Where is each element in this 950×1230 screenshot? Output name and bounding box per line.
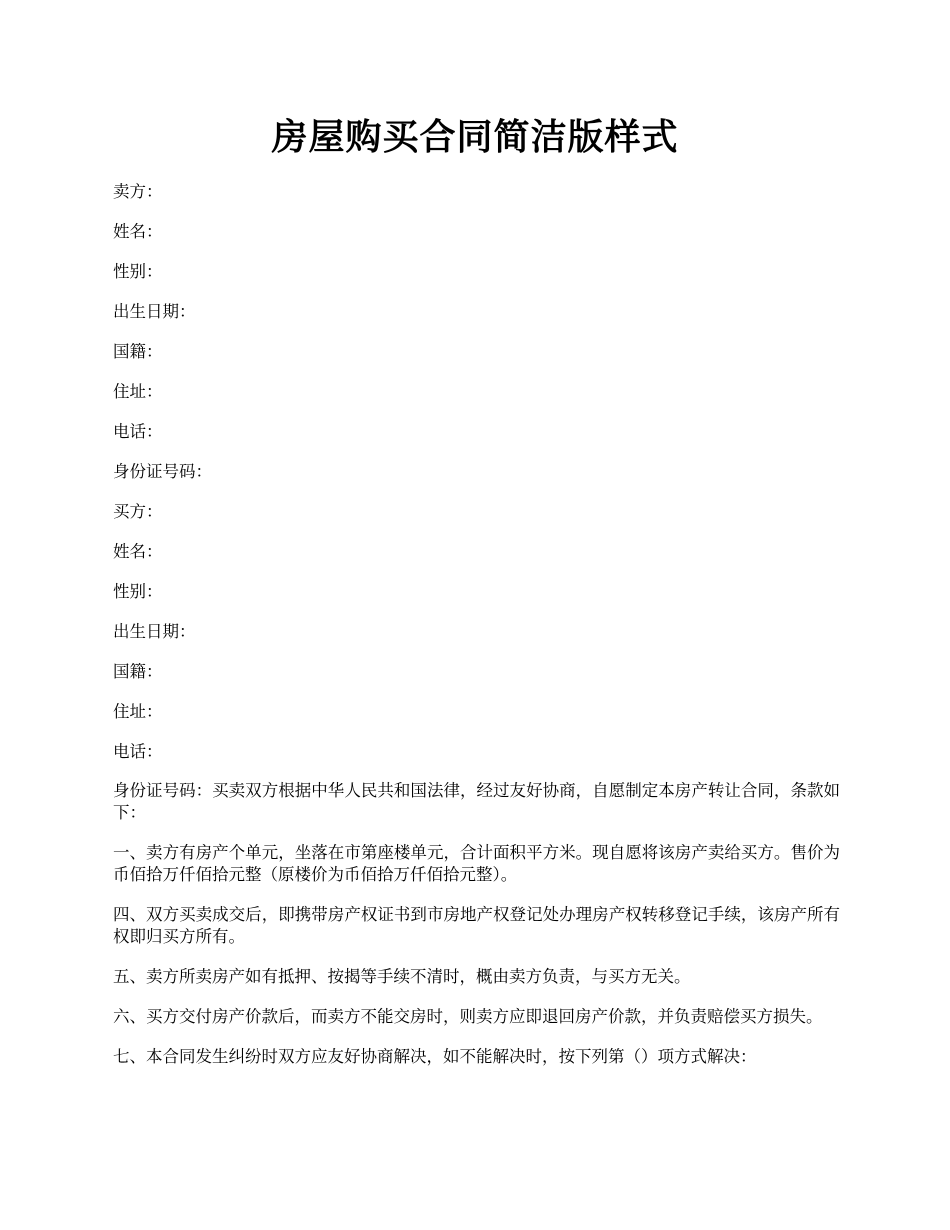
buyer-birthdate-field: 出生日期： (113, 622, 196, 641)
seller-phone-field: 电话： (113, 422, 163, 441)
document-body (113, 180, 840, 1086)
buyer-gender-field: 性别： (113, 582, 163, 601)
document-title: 房屋购买合同简洁版样式 (271, 116, 679, 158)
clause-1-paragraph: 一、卖方有房产个单元，坐落在市第座楼单元，合计面积平方米。现自愿将该房产卖给买方。售价为币佰拾万仟佰拾元整（原楼价为币佰拾万仟佰拾元整）。 (113, 843, 840, 884)
buyer-name-field: 姓名： (113, 542, 163, 561)
seller-heading: 卖方： (113, 182, 163, 201)
preamble-paragraph: 身份证号码：买卖双方根据中华人民共和国法律，经过友好协商，自愿制定本房产转让合同，条款如下： (113, 781, 840, 822)
seller-name-field: 姓名： (113, 222, 163, 241)
seller-birthdate-field: 出生日期： (113, 302, 196, 321)
seller-gender-field: 性别： (113, 262, 163, 281)
clause-4-paragraph: 四、双方买卖成交后，即携带房产权证书到市房地产权登记处办理房产权转移登记手续，该房产所有权即归买方所有。 (113, 905, 840, 946)
buyer-heading: 买方： (113, 502, 163, 521)
seller-address-field: 住址： (113, 382, 163, 401)
clause-6-paragraph: 六、买方交付房产价款后，而卖方不能交房时，则卖方应即退回房产价款，并负责赔偿买方损失。 (113, 1007, 823, 1026)
clause-5-paragraph: 五、卖方所卖房产如有抵押、按揭等手续不清时，概由卖方负责，与买方无关。 (113, 967, 691, 986)
seller-id-number-field: 身份证号码： (113, 462, 212, 481)
buyer-phone-field: 电话： (113, 742, 163, 761)
seller-nationality-field: 国籍： (113, 342, 163, 361)
clause-7-paragraph: 七、本合同发生纠纷时双方应友好协商解决，如不能解决时，按下列第（）项方式解决： (113, 1047, 757, 1066)
buyer-nationality-field: 国籍： (113, 662, 163, 681)
buyer-address-field: 住址： (113, 702, 163, 721)
